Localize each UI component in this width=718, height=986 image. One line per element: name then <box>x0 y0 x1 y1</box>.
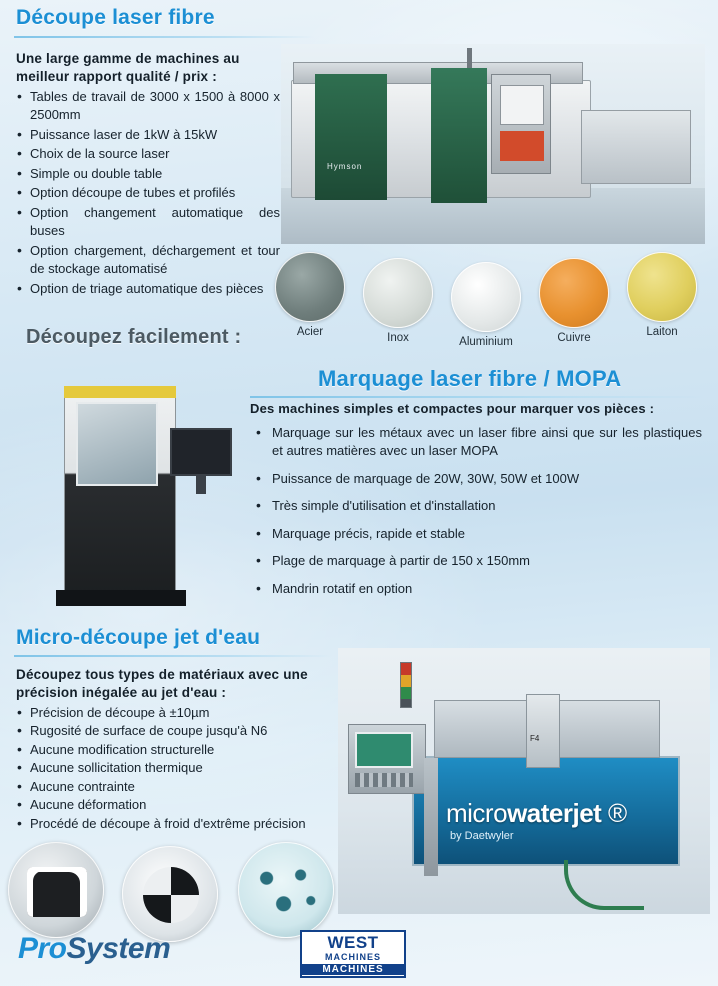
list-item: • Aucune contrainte <box>14 778 354 796</box>
material-swatch-inox <box>363 258 433 344</box>
waterjet-cutting-head <box>526 694 560 768</box>
waterjet-column <box>424 758 438 876</box>
marker-monitor <box>170 428 232 476</box>
machine-brand-label: Hymson <box>327 162 363 171</box>
material-disc <box>627 252 697 322</box>
sample-parts-row <box>4 840 344 944</box>
section-title-laser-cutting: Découpe laser fibre <box>16 6 215 29</box>
list-item: • Procédé de découpe à froid d'extrême précision <box>14 815 354 833</box>
divider-laser-marking <box>250 396 705 398</box>
waterjet-brand <box>446 798 627 829</box>
divider-laser-cutting <box>14 36 314 38</box>
photo-waterjet-machine <box>338 648 710 914</box>
list-item: • Aucune modification structurelle <box>14 741 354 759</box>
list-item: • Choix de la source laser <box>14 145 280 163</box>
material-swatch-acier <box>275 252 345 338</box>
list-item: • Marquage précis, rapide et stable <box>250 525 702 543</box>
company-logo-name: System <box>66 932 171 965</box>
partner-logo-west-machines <box>300 930 406 978</box>
company-logo <box>18 932 170 966</box>
list-item: • Option changement automatique des buses <box>14 204 280 241</box>
material-disc <box>451 262 521 332</box>
list-item: • Aucune sollicitation thermique <box>14 759 354 777</box>
marker-monitor-stand <box>196 476 206 494</box>
cnc-buttons <box>355 773 413 787</box>
list-item: • Option découpe de tubes et profilés <box>14 184 280 202</box>
material-disc <box>275 252 345 322</box>
list-item: • Puissance de marquage de 20W, 30W, 50W et 100W <box>250 470 702 488</box>
list-item: • Rugosité de surface de coupe jusqu'à N6 <box>14 722 354 740</box>
list-item: • Tables de travail de 3000 x 1500 à 8000 x 2500mm <box>14 88 280 125</box>
bullet-list-laser-marking <box>250 424 702 607</box>
cnc-screen <box>355 732 413 768</box>
subtitle-cut-easily: Découpez facilement : <box>26 326 242 348</box>
list-item: • Mandrin rotatif en option <box>250 580 702 598</box>
list-item: • Option chargement, déchargement et tour de stockage automatisé <box>14 242 280 279</box>
waterjet-brand-registered: ® <box>601 798 627 828</box>
bullet-list-laser-cutting <box>14 88 280 299</box>
waterjet-cnc-console <box>348 724 426 794</box>
partner-logo-line2: MACHINES <box>324 951 381 962</box>
list-item: • Très simple d'utilisation et d'installation <box>250 497 702 515</box>
intro-laser-cutting: Une large gamme de machines au meilleur rapport qualité / prix : <box>16 51 240 85</box>
material-swatch-aluminium <box>451 262 521 348</box>
machine-green-panel-right <box>431 68 487 203</box>
machine-exchange-table <box>581 110 691 184</box>
material-label: Cuivre <box>557 332 591 344</box>
sample-part-3 <box>238 842 334 938</box>
photo-fiber-laser-cutting-machine <box>281 44 705 244</box>
intro-laser-marking: Des machines simples et compactes pour marquer vos pièces : <box>250 401 655 416</box>
list-item: • Précision de découpe à ±10µm <box>14 704 354 722</box>
list-item: • Option de triage automatique des pièces <box>14 280 280 298</box>
machine-screen <box>500 85 544 125</box>
waterjet-head-label: F4 <box>530 734 540 743</box>
marker-top-band <box>64 386 176 398</box>
marker-window <box>76 402 158 486</box>
sample-part-1 <box>8 842 104 938</box>
material-swatch-row <box>275 252 705 350</box>
material-label: Laiton <box>646 326 678 338</box>
material-swatch-cuivre <box>539 258 609 344</box>
waterjet-brand-sub: by Daetwyler <box>450 830 514 842</box>
marker-base <box>56 590 186 606</box>
list-item: • Marquage sur les métaux avec un laser fibre ainsi que sur les plastiques et autres matières avec un laser MOPA <box>250 424 702 461</box>
sample-part-2 <box>122 846 218 942</box>
material-label: Aluminium <box>459 336 513 348</box>
material-disc <box>539 258 609 328</box>
machine-green-panel-left <box>315 74 387 200</box>
material-disc <box>363 258 433 328</box>
machine-screen-secondary <box>500 131 544 161</box>
list-item: • Simple ou double table <box>14 165 280 183</box>
partner-logo-line1: WEST <box>327 933 379 952</box>
waterjet-brand-light: micro <box>446 798 508 828</box>
material-label: Acier <box>296 326 324 338</box>
list-item: • Plage de marquage à partir de 150 x 150mm <box>250 552 702 570</box>
section-title-laser-marking: Marquage laser fibre / MOPA <box>318 366 622 391</box>
company-logo-prefix: Pro <box>18 932 67 965</box>
waterjet-brand-bold: waterjet <box>507 798 602 828</box>
partner-logo-line3: MACHINES <box>302 964 404 975</box>
signal-tower-icon <box>400 662 412 708</box>
list-item: • Puissance laser de 1kW à 15kW <box>14 126 280 144</box>
intro-waterjet: Découpez tous types de matériaux avec une précision inégalée au jet d'eau : <box>16 667 308 701</box>
photo-laser-marking-machine <box>42 368 242 612</box>
list-item: • Aucune déformation <box>14 796 354 814</box>
material-swatch-laiton <box>627 252 697 338</box>
machine-control-panel <box>491 74 551 174</box>
material-label: Inox <box>387 332 409 344</box>
divider-waterjet <box>14 655 332 657</box>
waterjet-hose <box>564 860 644 910</box>
bullet-list-waterjet <box>14 704 354 833</box>
section-title-waterjet: Micro-découpe jet d'eau <box>16 626 261 649</box>
